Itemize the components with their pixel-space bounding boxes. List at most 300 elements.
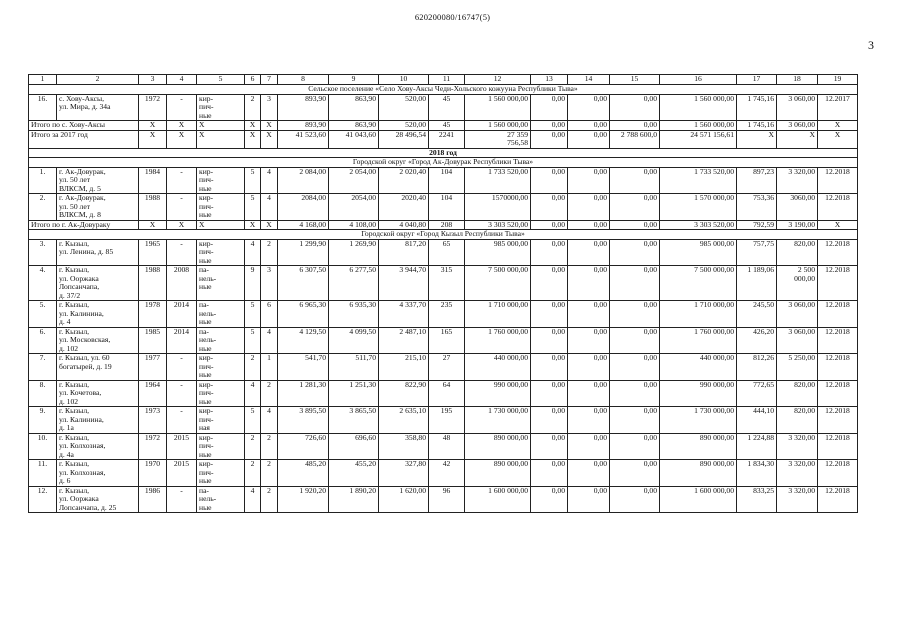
table-cell: 1 600 000,00 [660,486,737,513]
table-row [29,407,858,434]
table-cell: 990 000,00 [660,380,737,407]
table-cell: 2 [261,239,278,266]
table-cell: 12. [29,486,57,513]
table-cell: 19 [818,75,858,85]
table-cell: 6 965,30 [278,301,329,328]
table-cell: 820,00 [777,380,818,407]
table-cell: 2 [245,94,261,121]
table-cell: 5 [245,167,261,194]
table-cell: 2054,00 [329,194,379,221]
table-cell: 757,75 [737,239,777,266]
table-cell: 1973 [139,407,167,434]
table-cell: X [261,130,278,148]
table-cell: с. Хову-Аксы, ул. Мира, д. 34а [57,94,139,121]
table-cell: кир- пич- ная [197,407,245,434]
table-cell: 48 [429,433,465,460]
table-cell: 820,00 [777,407,818,434]
table-cell: 0,00 [531,354,568,381]
table-cell: 1 251,30 [329,380,379,407]
table-cell: 195 [429,407,465,434]
table-cell: 520,00 [379,121,429,131]
table-cell: 985 000,00 [660,239,737,266]
table-cell: X [245,220,261,230]
table-cell: 17 [737,75,777,85]
table-cell: г. Кызыл, ул. 60 богатырей, д. 19 [57,354,139,381]
table-cell: 0,00 [568,194,610,221]
table-cell: 9. [29,407,57,434]
table-cell: 2 084,00 [278,167,329,194]
table-cell: 1570000,00 [465,194,531,221]
total-row [29,121,858,131]
table-cell: 0,00 [531,327,568,354]
table-cell: 1 710 000,00 [465,301,531,328]
table-cell: кир- пич- ные [197,194,245,221]
table-cell: 0,00 [610,460,660,487]
table-cell: г. Ак-Довурак, ул. 50 лет ВЛКСМ, д. 8 [57,194,139,221]
table-cell: 2 [245,354,261,381]
table-cell: 0,00 [610,486,660,513]
table-cell: 327,80 [379,460,429,487]
table-cell: 1972 [139,433,167,460]
table-cell: 165 [429,327,465,354]
table-cell: 12.2018 [818,327,858,354]
table-cell: 6 935,30 [329,301,379,328]
table-cell: 3 303 520,00 [465,220,531,230]
table-cell: 0,00 [531,220,568,230]
table-cell: 2 [261,380,278,407]
document-number: 620200080/16747(5) [414,12,491,22]
table-cell: 65 [429,239,465,266]
table-cell: Сельское поселение «Село Хову-Аксы Чеди-Хольского кожууна Республики Тыва» [29,85,858,95]
table-cell: 0,00 [531,121,568,131]
table-cell: 1 733 520,00 [465,167,531,194]
housing-registry-table [28,74,858,513]
table-cell: 3 [261,266,278,301]
table-cell: 817,20 [379,239,429,266]
table-cell: па- нель- ные [197,327,245,354]
table-cell: 4 [261,167,278,194]
table-cell: X [818,121,858,131]
table-cell: 2 [261,486,278,513]
table-cell: 863,90 [329,121,379,131]
table-cell: 16. [29,94,57,121]
table-cell: 1 745,16 [737,94,777,121]
table-cell: 12.2018 [818,354,858,381]
table-cell: 1 269,90 [329,239,379,266]
table-cell: 16 [660,75,737,85]
table-cell: 1 224,88 [737,433,777,460]
table-cell: 358,80 [379,433,429,460]
table-cell: кир- пич- ные [197,380,245,407]
table-cell: X [245,130,261,148]
table-cell: X [167,220,197,230]
table-cell: 485,20 [278,460,329,487]
table-cell: 890 000,00 [465,433,531,460]
table-cell: 15 [610,75,660,85]
table-cell: кир- пич- ные [197,167,245,194]
table-cell: г. Кызыл, ул. Ленина, д. 85 [57,239,139,266]
table-cell: 2 [261,460,278,487]
table-cell: 1 [29,75,57,85]
table-cell: 0,00 [610,407,660,434]
table-cell: 1. [29,167,57,194]
table-cell: 2. [29,194,57,221]
table-cell: 1 299,90 [278,239,329,266]
table-cell: па- нель- ные [197,486,245,513]
table-cell: 1978 [139,301,167,328]
table-cell: 893,90 [278,121,329,131]
table-cell: 3 320,00 [777,167,818,194]
table-cell: 7 500 000,00 [465,266,531,301]
table-row [29,354,858,381]
table-cell: кир- пич- ные [197,239,245,266]
table-cell: 0,00 [531,407,568,434]
table-cell: 42 [429,460,465,487]
table-cell: 12.2018 [818,380,858,407]
table-cell: 1970 [139,460,167,487]
table-cell: Городской округ «Город Ак-Довурак Республики Тыва» [29,158,858,168]
section-header-row [29,158,858,168]
table-cell: 440 000,00 [465,354,531,381]
table-cell: г. Кызыл, ул. Калинина, д. 4 [57,301,139,328]
table-cell: 1 760 000,00 [660,327,737,354]
table-row [29,301,858,328]
table-cell: 1 710 000,00 [660,301,737,328]
table-row [29,433,858,460]
table-cell: 8 [278,75,329,85]
table-cell: 0,00 [610,266,660,301]
table-cell: 2 635,10 [379,407,429,434]
table-cell: 0,00 [531,486,568,513]
table-cell: - [167,167,197,194]
table-cell: - [167,194,197,221]
table-cell: 12.2017 [818,94,858,121]
table-cell: 13 [531,75,568,85]
table-cell: 0,00 [568,167,610,194]
table-cell: кир- пич- ные [197,433,245,460]
table-cell: 5 [245,194,261,221]
table-cell: 2015 [167,433,197,460]
table-cell: X [737,130,777,148]
table-cell: 1 834,30 [737,460,777,487]
table-cell: X [167,121,197,131]
table-row [29,460,858,487]
table-cell: 3 865,50 [329,407,379,434]
table-cell: 1965 [139,239,167,266]
table-cell: 0,00 [531,380,568,407]
table-cell: 104 [429,167,465,194]
table-cell: 520,00 [379,94,429,121]
table-cell: 890 000,00 [660,460,737,487]
table-cell: 4 040,80 [379,220,429,230]
table-cell: 4 168,00 [278,220,329,230]
table-cell: 1977 [139,354,167,381]
table-cell: 7 [261,75,278,85]
table-cell: 1 281,30 [278,380,329,407]
table-row [29,327,858,354]
table-cell: 4 [261,327,278,354]
table-cell: 2 [245,460,261,487]
table-cell: 3 060,00 [777,301,818,328]
table-cell: 1986 [139,486,167,513]
table-cell: 96 [429,486,465,513]
table-cell: 3 944,70 [379,266,429,301]
table-cell: 3 [261,94,278,121]
table-cell: X [139,121,167,131]
table-cell: 3 320,00 [777,460,818,487]
table-cell: 12.2018 [818,194,858,221]
table-cell: 1 600 000,00 [465,486,531,513]
table-cell: 2 [261,433,278,460]
table-cell: 0,00 [568,407,610,434]
table-cell: 2018 год [29,148,858,158]
table-cell: 1 560 000,00 [660,94,737,121]
table-cell: 1 730 000,00 [465,407,531,434]
table-cell: 890 000,00 [465,460,531,487]
table-cell: 2241 [429,130,465,148]
table-cell: 208 [429,220,465,230]
table-cell: 0,00 [568,130,610,148]
total-row [29,130,858,148]
table-cell: 3060,00 [777,194,818,221]
table-cell: 12.2018 [818,460,858,487]
table-cell: 4 [245,380,261,407]
table-cell: 2015 [167,460,197,487]
table-cell: 2 020,40 [379,167,429,194]
table-cell: 6. [29,327,57,354]
table-cell: 0,00 [568,327,610,354]
table-cell: 440 000,00 [660,354,737,381]
table-cell: 11 [429,75,465,85]
table-cell: 753,36 [737,194,777,221]
table-cell: 812,26 [737,354,777,381]
table-cell: X [261,121,278,131]
table-cell: 0,00 [568,266,610,301]
table-cell: 0,00 [568,354,610,381]
table-cell: 4 [245,239,261,266]
table-cell: 3 [139,75,167,85]
table-cell: 0,00 [568,301,610,328]
table-cell: X [197,121,245,131]
table-cell: 6 307,50 [278,266,329,301]
table-cell: 12.2018 [818,239,858,266]
table-cell: 64 [429,380,465,407]
table-cell: 6 277,50 [329,266,379,301]
table-cell: 990 000,00 [465,380,531,407]
table-cell: 0,00 [568,380,610,407]
table-cell: г. Кызыл, ул. Кочетова, д. 102 [57,380,139,407]
table-cell: 0,00 [531,239,568,266]
table-cell: 0,00 [568,239,610,266]
table-cell: 893,90 [278,94,329,121]
table-cell: 315 [429,266,465,301]
table-cell: па- нель- ные [197,301,245,328]
table-cell: 897,23 [737,167,777,194]
table-cell: - [167,380,197,407]
table-cell: 1988 [139,194,167,221]
table-cell: 1 189,06 [737,266,777,301]
table-cell: X [139,130,167,148]
table-cell: 11. [29,460,57,487]
table-cell: X [245,121,261,131]
table-cell: 0,00 [531,194,568,221]
table-cell: 0,00 [610,433,660,460]
table-cell: 4 129,50 [278,327,329,354]
table-cell: 426,20 [737,327,777,354]
table-cell: 12.2018 [818,486,858,513]
table-cell: 1 760 000,00 [465,327,531,354]
table-cell: X [777,130,818,148]
table-cell: X [818,130,858,148]
table-cell: 3 190,00 [777,220,818,230]
table-cell: 2 487,10 [379,327,429,354]
table-cell: 3 303 520,00 [660,220,737,230]
table-cell: 10. [29,433,57,460]
table-cell: 1 920,20 [278,486,329,513]
table-cell: 2 788 600,0 [610,130,660,148]
page-number: 3 [868,38,874,52]
table-cell: г. Кызыл, ул. Калинина, д. 1а [57,407,139,434]
table-cell: 696,60 [329,433,379,460]
table-cell: 2020,40 [379,194,429,221]
table-cell: - [167,239,197,266]
table-cell: 2008 [167,266,197,301]
table-cell: 5 [197,75,245,85]
table-cell: 24 571 156,61 [660,130,737,148]
table-row [29,486,858,513]
table-cell: 245,50 [737,301,777,328]
table-cell: 444,10 [737,407,777,434]
table-cell: г. Кызыл, ул. Ооржака Лопсанчапа, д. 25 [57,486,139,513]
table-cell: Итого за 2017 год [29,130,139,148]
table-cell: г. Кызыл, ул. Колхозная, д. 6 [57,460,139,487]
table-cell: 45 [429,94,465,121]
table-cell: 0,00 [568,460,610,487]
table-cell: 0,00 [531,460,568,487]
table-cell: - [167,354,197,381]
table-cell: 4 [261,407,278,434]
table-cell: 41 043,60 [329,130,379,148]
table-cell: 7. [29,354,57,381]
table-cell: 2 [245,433,261,460]
table-cell: 0,00 [610,220,660,230]
table-cell: Итого по г. Ак-Довураку [29,220,139,230]
table-cell: 4 099,50 [329,327,379,354]
table-cell: 14 [568,75,610,85]
table-cell: 12.2018 [818,407,858,434]
table-cell: 12.2018 [818,266,858,301]
table-cell: 12.2018 [818,167,858,194]
table-cell: 18 [777,75,818,85]
table-row [29,380,858,407]
table-row [29,266,858,301]
table-cell: 1 745,16 [737,121,777,131]
table-cell: 2014 [167,327,197,354]
table-cell: 235 [429,301,465,328]
section-header-row [29,230,858,240]
total-row [29,220,858,230]
table-cell: X [818,220,858,230]
table-cell: 1 560 000,00 [660,121,737,131]
table-cell: 0,00 [610,121,660,131]
table-cell: 0,00 [610,301,660,328]
section-header-row [29,85,858,95]
table-cell: 863,90 [329,94,379,121]
table-cell: 0,00 [610,167,660,194]
table-cell: Городской округ «Город Кызыл Республики Тыва» [29,230,858,240]
table-cell: X [197,220,245,230]
table-cell: 511,70 [329,354,379,381]
table-cell: 822,90 [379,380,429,407]
table-cell: 726,60 [278,433,329,460]
table-cell: - [167,407,197,434]
table-cell: 3 060,00 [777,121,818,131]
table-cell: 3. [29,239,57,266]
table-cell: 3 060,00 [777,94,818,121]
table-cell: - [167,486,197,513]
table-cell: 1 890,20 [329,486,379,513]
table-cell: 3 320,00 [777,486,818,513]
column-number-row [29,75,858,85]
section-header-row [29,148,858,158]
table-cell: 12.2018 [818,433,858,460]
table-cell: кир- пич- ные [197,94,245,121]
table-cell: 2 500 000,00 [777,266,818,301]
table-cell: - [167,94,197,121]
table-row [29,239,858,266]
table-cell: 1 [261,354,278,381]
table-cell: 1 733 520,00 [660,167,737,194]
table-cell: 0,00 [531,266,568,301]
table-cell: 1 570 000,00 [660,194,737,221]
table-cell: X [139,220,167,230]
table-cell: 0,00 [531,130,568,148]
table-cell: 5. [29,301,57,328]
table-cell: 9 [245,266,261,301]
table-cell: 12.2018 [818,301,858,328]
table-cell: 3 060,00 [777,327,818,354]
table-cell: 5 [245,407,261,434]
table-cell: 5 [245,301,261,328]
table-cell: 0,00 [568,433,610,460]
table-cell: 28 496,54 [379,130,429,148]
table-cell: 985 000,00 [465,239,531,266]
table-cell: 792,59 [737,220,777,230]
table-cell: 4. [29,266,57,301]
table-cell: 12 [465,75,531,85]
table-cell: 2 [57,75,139,85]
table-cell: кир- пич- ные [197,460,245,487]
table-cell: 4 [245,486,261,513]
table-cell: 0,00 [531,94,568,121]
table-cell: 10 [379,75,429,85]
table-cell: 0,00 [610,354,660,381]
table-cell: 820,00 [777,239,818,266]
table-cell: X [261,220,278,230]
table-cell: 1972 [139,94,167,121]
table-cell: 772,65 [737,380,777,407]
table-cell: 27 359 756,58 [465,130,531,148]
table-cell: 833,25 [737,486,777,513]
table-cell: 0,00 [610,380,660,407]
table-cell: 0,00 [568,486,610,513]
table-cell: 0,00 [610,239,660,266]
table-cell: 6 [245,75,261,85]
table-cell: 9 [329,75,379,85]
table-cell: 1985 [139,327,167,354]
table-cell: 4 [261,194,278,221]
table-row [29,94,858,121]
